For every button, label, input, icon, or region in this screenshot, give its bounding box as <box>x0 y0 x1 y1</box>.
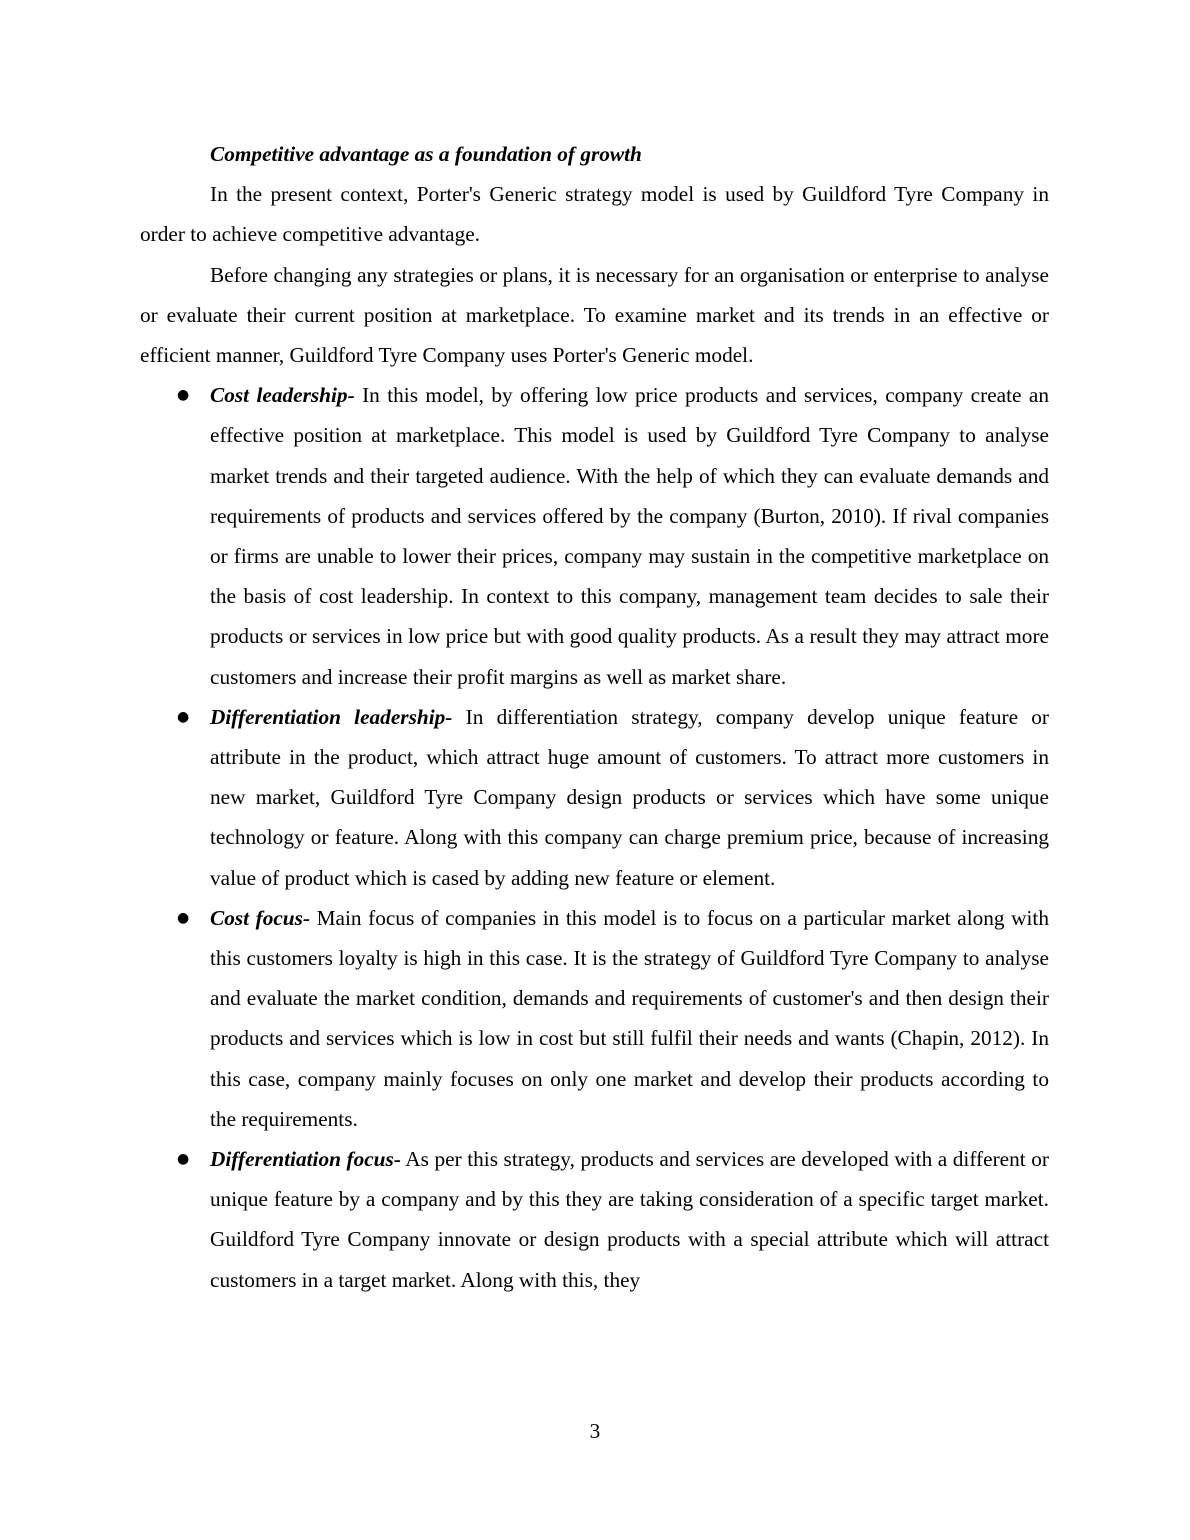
page-number: 3 <box>589 1419 601 1443</box>
section-heading: Competitive advantage as a foundation of growth <box>210 142 642 166</box>
term-cost-focus: Cost focus- <box>210 905 311 930</box>
page-content <box>140 134 1049 1300</box>
intro-paragraph: In the present context, Porter's Generic strategy model is used by Guildford Tyre Company in order to achieve competitive advantage. <box>140 182 1049 247</box>
description-differentiation-focus: As per this strategy, products and services are developed with a different or unique feature by a company and by this they are taking consideration of a specific target market. Guildford Tyre Company innovate or design products with a special attribute which will attract customers in a target market. Along with this, they <box>210 1147 1049 1292</box>
list-item-differentiation-leadership <box>140 697 1049 898</box>
description-cost-focus: Main focus of companies in this model is to focus on a particular market along with this customers loyalty is high in this case. It is the strategy of Guildford Tyre Company to analyse and evaluate the market condition, demands and requirements of customer's and then design their products and services which is low in cost but still fulfil their needs and wants (Chapin, 2012). In this case, company mainly focuses on only one market and develop their products according to the requirements. <box>210 905 1049 1131</box>
list-item-cost-focus <box>140 898 1049 1139</box>
bullet-icon: ● <box>177 1151 190 1168</box>
bullet-icon: ● <box>177 909 190 926</box>
bullet-icon: ● <box>177 387 190 404</box>
strategy-list <box>140 375 1049 1300</box>
list-item-differentiation-focus <box>140 1139 1049 1300</box>
bullet-icon: ● <box>177 708 190 725</box>
term-cost-leadership: Cost leadership- <box>210 383 355 408</box>
list-item-cost-leadership <box>140 375 1049 697</box>
context-paragraph: Before changing any strategies or plans, it is necessary for an organisation or enterprise to analyse or evaluate their current position at marketplace. To examine market and its trends in an effective or efficient manner, Guildford Tyre Company uses Porter's Generic model. <box>140 262 1049 368</box>
term-differentiation-leadership: Differentiation leadership- <box>210 704 453 729</box>
term-differentiation-focus: Differentiation focus- <box>210 1147 401 1172</box>
description-differentiation-leadership: In differentiation strategy, company develop unique feature or attribute in the product, which attract huge amount of customers. To attract more customers in new market, Guildford Tyre Company design products or services which have some unique technology or feature. Along with this company can charge premium price, because of increasing value of product which is cased by adding new feature or element. <box>210 704 1049 890</box>
description-cost-leadership: In this model, by offering low price products and services, company create an effective position at marketplace. This model is used by Guildford Tyre Company to analyse market trends and their targeted audience. With the help of which they can evaluate demands and requirements of products and services offered by the company (Burton, 2010). If rival companies or firms are unable to lower their prices, company may sustain in the competitive marketplace on the basis of cost leadership. In context to this company, management team decides to sale their products or services in low price but with good quality products. As a result they may attract more customers and increase their profit margins as well as market share. <box>210 383 1049 689</box>
